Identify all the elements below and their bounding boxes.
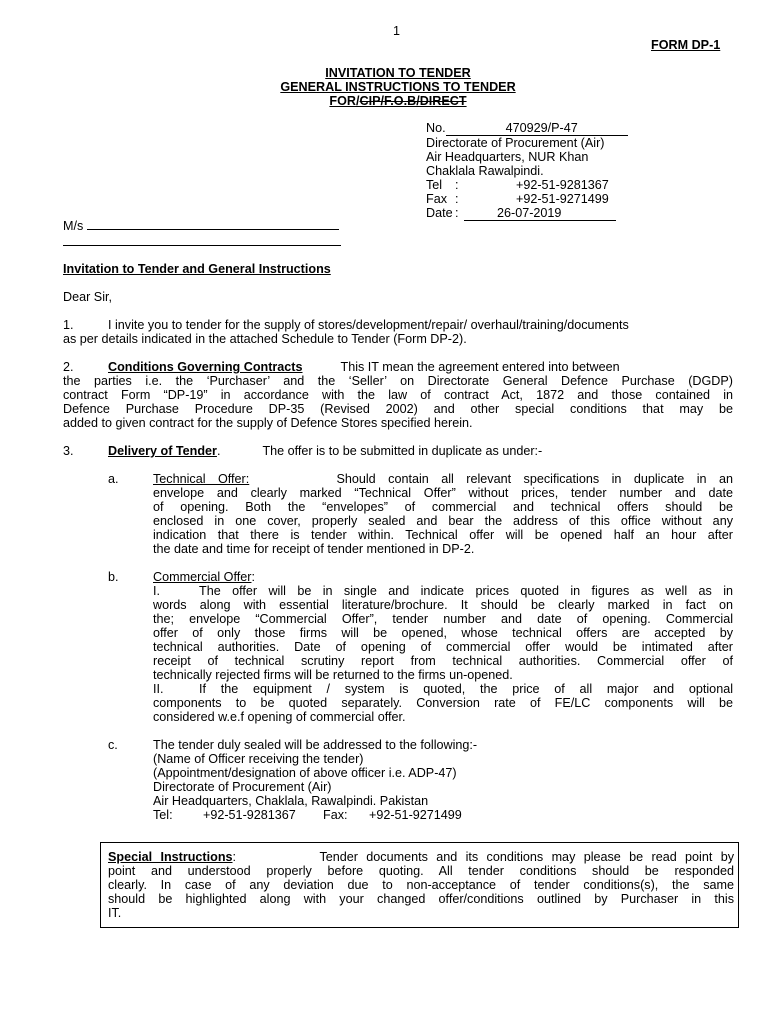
special-line-5: IT. <box>108 906 122 920</box>
para3c-contact-row <box>153 808 477 822</box>
para3c-line-5: Air Headquarters, Chaklala, Rawalpindi. Pakistan <box>153 794 429 808</box>
fax-value: +92-51-9271499 <box>516 192 609 206</box>
special-line-4: should be highlighted along with your changed offer/conditions outlined by Purchaser in this <box>108 892 734 906</box>
para3-number: 3. <box>63 444 74 458</box>
para3a-line-6: the date and time for receipt of tender mentioned in DP-2. <box>153 542 475 556</box>
title-line-3 <box>0 94 770 108</box>
office-line-2: Air Headquarters, NUR Khan <box>426 150 589 164</box>
para3-intro: The offer is to be submitted in duplicate as under:- <box>262 444 543 458</box>
title-for: FOR/ <box>329 94 360 108</box>
para2-line-3: contract Form “DP-19” in accordance with the law of contract Act, 1872 and those contained in <box>63 388 733 402</box>
para3c-fax-label: Fax: <box>323 808 348 822</box>
title-line-2: GENERAL INSTRUCTIONS TO TENDER <box>280 80 516 94</box>
fax-colon: : <box>455 192 459 206</box>
date-label: Date <box>426 206 453 220</box>
para3b-i-line-7: technically rejected firms will be returned to the firms un-opened. <box>153 668 513 682</box>
addressee-line-1 <box>87 219 339 230</box>
para3a-title: Technical Offer: <box>153 472 250 486</box>
para2-line-2: the parties i.e. the ‘Purchaser’ and the ‘Seller’ on Directorate General Defence Purchase (DGDP) <box>63 374 733 388</box>
para3b-ii-line-2: components to be quoted separately. Conversion rate of FE/LC components will be <box>153 696 733 710</box>
special-title-colon: : <box>232 850 237 864</box>
salutation: Dear Sir, <box>63 290 112 304</box>
title-line-1: INVITATION TO TENDER <box>325 66 471 80</box>
special-line-2: point and understood properly before quoting. All tender conditions should be responded <box>108 864 734 878</box>
form-id: FORM DP-1 <box>651 38 721 52</box>
date-value: 26-07-2019 <box>464 207 616 221</box>
para2-text-1: This IT mean the agreement entered into between <box>340 360 620 374</box>
para1-number: 1. <box>63 318 74 332</box>
page-number: 1 <box>393 24 401 38</box>
para3-title-dot: . <box>216 444 221 458</box>
special-title: Special Instructions <box>108 850 233 864</box>
para2-title: Conditions Governing Contracts <box>108 360 303 374</box>
para2-line-5: added to given contract for the supply of Defence Stores specified herein. <box>63 416 473 430</box>
para2-line-1 <box>63 360 733 374</box>
date-row <box>426 206 628 221</box>
para3c-line-4: Directorate of Procurement (Air) <box>153 780 332 794</box>
para3c-line-2: (Name of Officer receiving the tender) <box>153 752 364 766</box>
tel-value: +92-51-9281367 <box>516 178 609 192</box>
para3c-line-1: The tender duly sealed will be addressed to the following:- <box>153 738 478 752</box>
special-line-3: clearly. In case of any deviation due to non-acceptance of tender conditions(s), the same <box>108 878 734 892</box>
ref-number-row <box>426 121 628 136</box>
tel-row <box>426 178 628 192</box>
para3a-line-1 <box>153 472 733 486</box>
para3b-ii-number: II. <box>153 682 164 696</box>
date-colon: : <box>455 206 459 220</box>
para3c-tel-value: +92-51-9281367 <box>203 808 296 822</box>
para3b-i-text-1: The offer will be in single and indicate prices quoted in figures as well as in <box>199 584 733 598</box>
para3-line-1 <box>63 444 542 458</box>
para3a-line-2: envelope and clearly marked “Technical Offer” without prices, tender number and date <box>153 486 733 500</box>
fax-label: Fax <box>426 192 447 206</box>
para3b-i-line-2: words along with essential literature/brochure. It should be clearly marked in fact on <box>153 598 733 612</box>
para1-line-2: as per details indicated in the attached Schedule to Tender (Form DP-2). <box>63 332 467 346</box>
special-text-1: Tender documents and its conditions may please be read point by <box>319 850 735 864</box>
para2-number: 2. <box>63 360 74 374</box>
office-line-1: Directorate of Procurement (Air) <box>426 136 605 150</box>
tel-label: Tel <box>426 178 443 192</box>
para3b-i-number: I. <box>153 584 160 598</box>
para3a-line-4: enclosed in one cover, properly sealed and bear the address of this office without any <box>153 514 733 528</box>
addressee-row <box>63 219 339 233</box>
tel-colon: : <box>455 178 459 192</box>
addressee-label: M/s <box>63 219 84 233</box>
special-line-1 <box>108 850 734 864</box>
para3b-i-line-1 <box>153 584 733 598</box>
ref-number-label: No. <box>426 121 446 135</box>
fax-row <box>426 192 628 206</box>
para3-title: Delivery of Tender <box>108 444 217 458</box>
para3a-letter: a. <box>108 472 119 486</box>
para3b-ii-text-1: If the equipment / system is quoted, the price of all major and optional <box>199 682 733 696</box>
para3c-fax-value: +92-51-9271499 <box>369 808 462 822</box>
para3c-tel-label: Tel: <box>153 808 173 822</box>
para3b-letter: b. <box>108 570 119 584</box>
para3c-line-3: (Appointment/designation of above officer i.e. ADP-47) <box>153 766 457 780</box>
ref-number-value: 470929/P-47 <box>446 122 628 136</box>
para1-line-1 <box>63 318 629 332</box>
para3b-title-row <box>153 570 255 584</box>
para3b-ii-line-1 <box>153 682 733 696</box>
para2-line-4: Defence Purchase Procedure DP-35 (Revised 2002) and other special conditions that may be <box>63 402 733 416</box>
addressee-line-2 <box>63 245 341 246</box>
para3a-line-5: indication that there is tender within. Technical offer will be opened half an hour after <box>153 528 733 542</box>
para3b-title-colon: : <box>251 570 255 584</box>
para3c-letter: c. <box>108 738 118 752</box>
title-struck-text: CIP/F.O.B/DIRECT <box>359 94 467 108</box>
para3b-i-line-5: technical authorities. Date of opening of commercial offer would be intimated after <box>153 640 733 654</box>
para3a-line-3: of opening. Both the “envelopes” of commercial and technical offers should be <box>153 500 733 514</box>
para3c-block <box>153 738 477 822</box>
office-line-3: Chaklala Rawalpindi. <box>426 164 544 178</box>
office-block <box>426 121 628 221</box>
para3b-ii-line-3: considered w.e.f opening of commercial offer. <box>153 710 406 724</box>
para3b-i-line-3: the; envelope “Commercial Offer”, tender number and date of opening. Commercial <box>153 612 733 626</box>
para3b-i-line-6: receipt of technical scrutiny report from technical authorities. Commercial offer of <box>153 654 733 668</box>
para3b-title: Commercial Offer <box>153 570 252 584</box>
section-heading: Invitation to Tender and General Instructions <box>63 262 331 276</box>
para3a-text-1: Should contain all relevant specifications in duplicate in an <box>336 472 734 486</box>
para3b-i-line-4: offer of only those firms will be opened, whose technical offers are accepted by <box>153 626 733 640</box>
para1-text-1: I invite you to tender for the supply of stores/development/repair/ overhaul/training/documents <box>108 318 629 332</box>
